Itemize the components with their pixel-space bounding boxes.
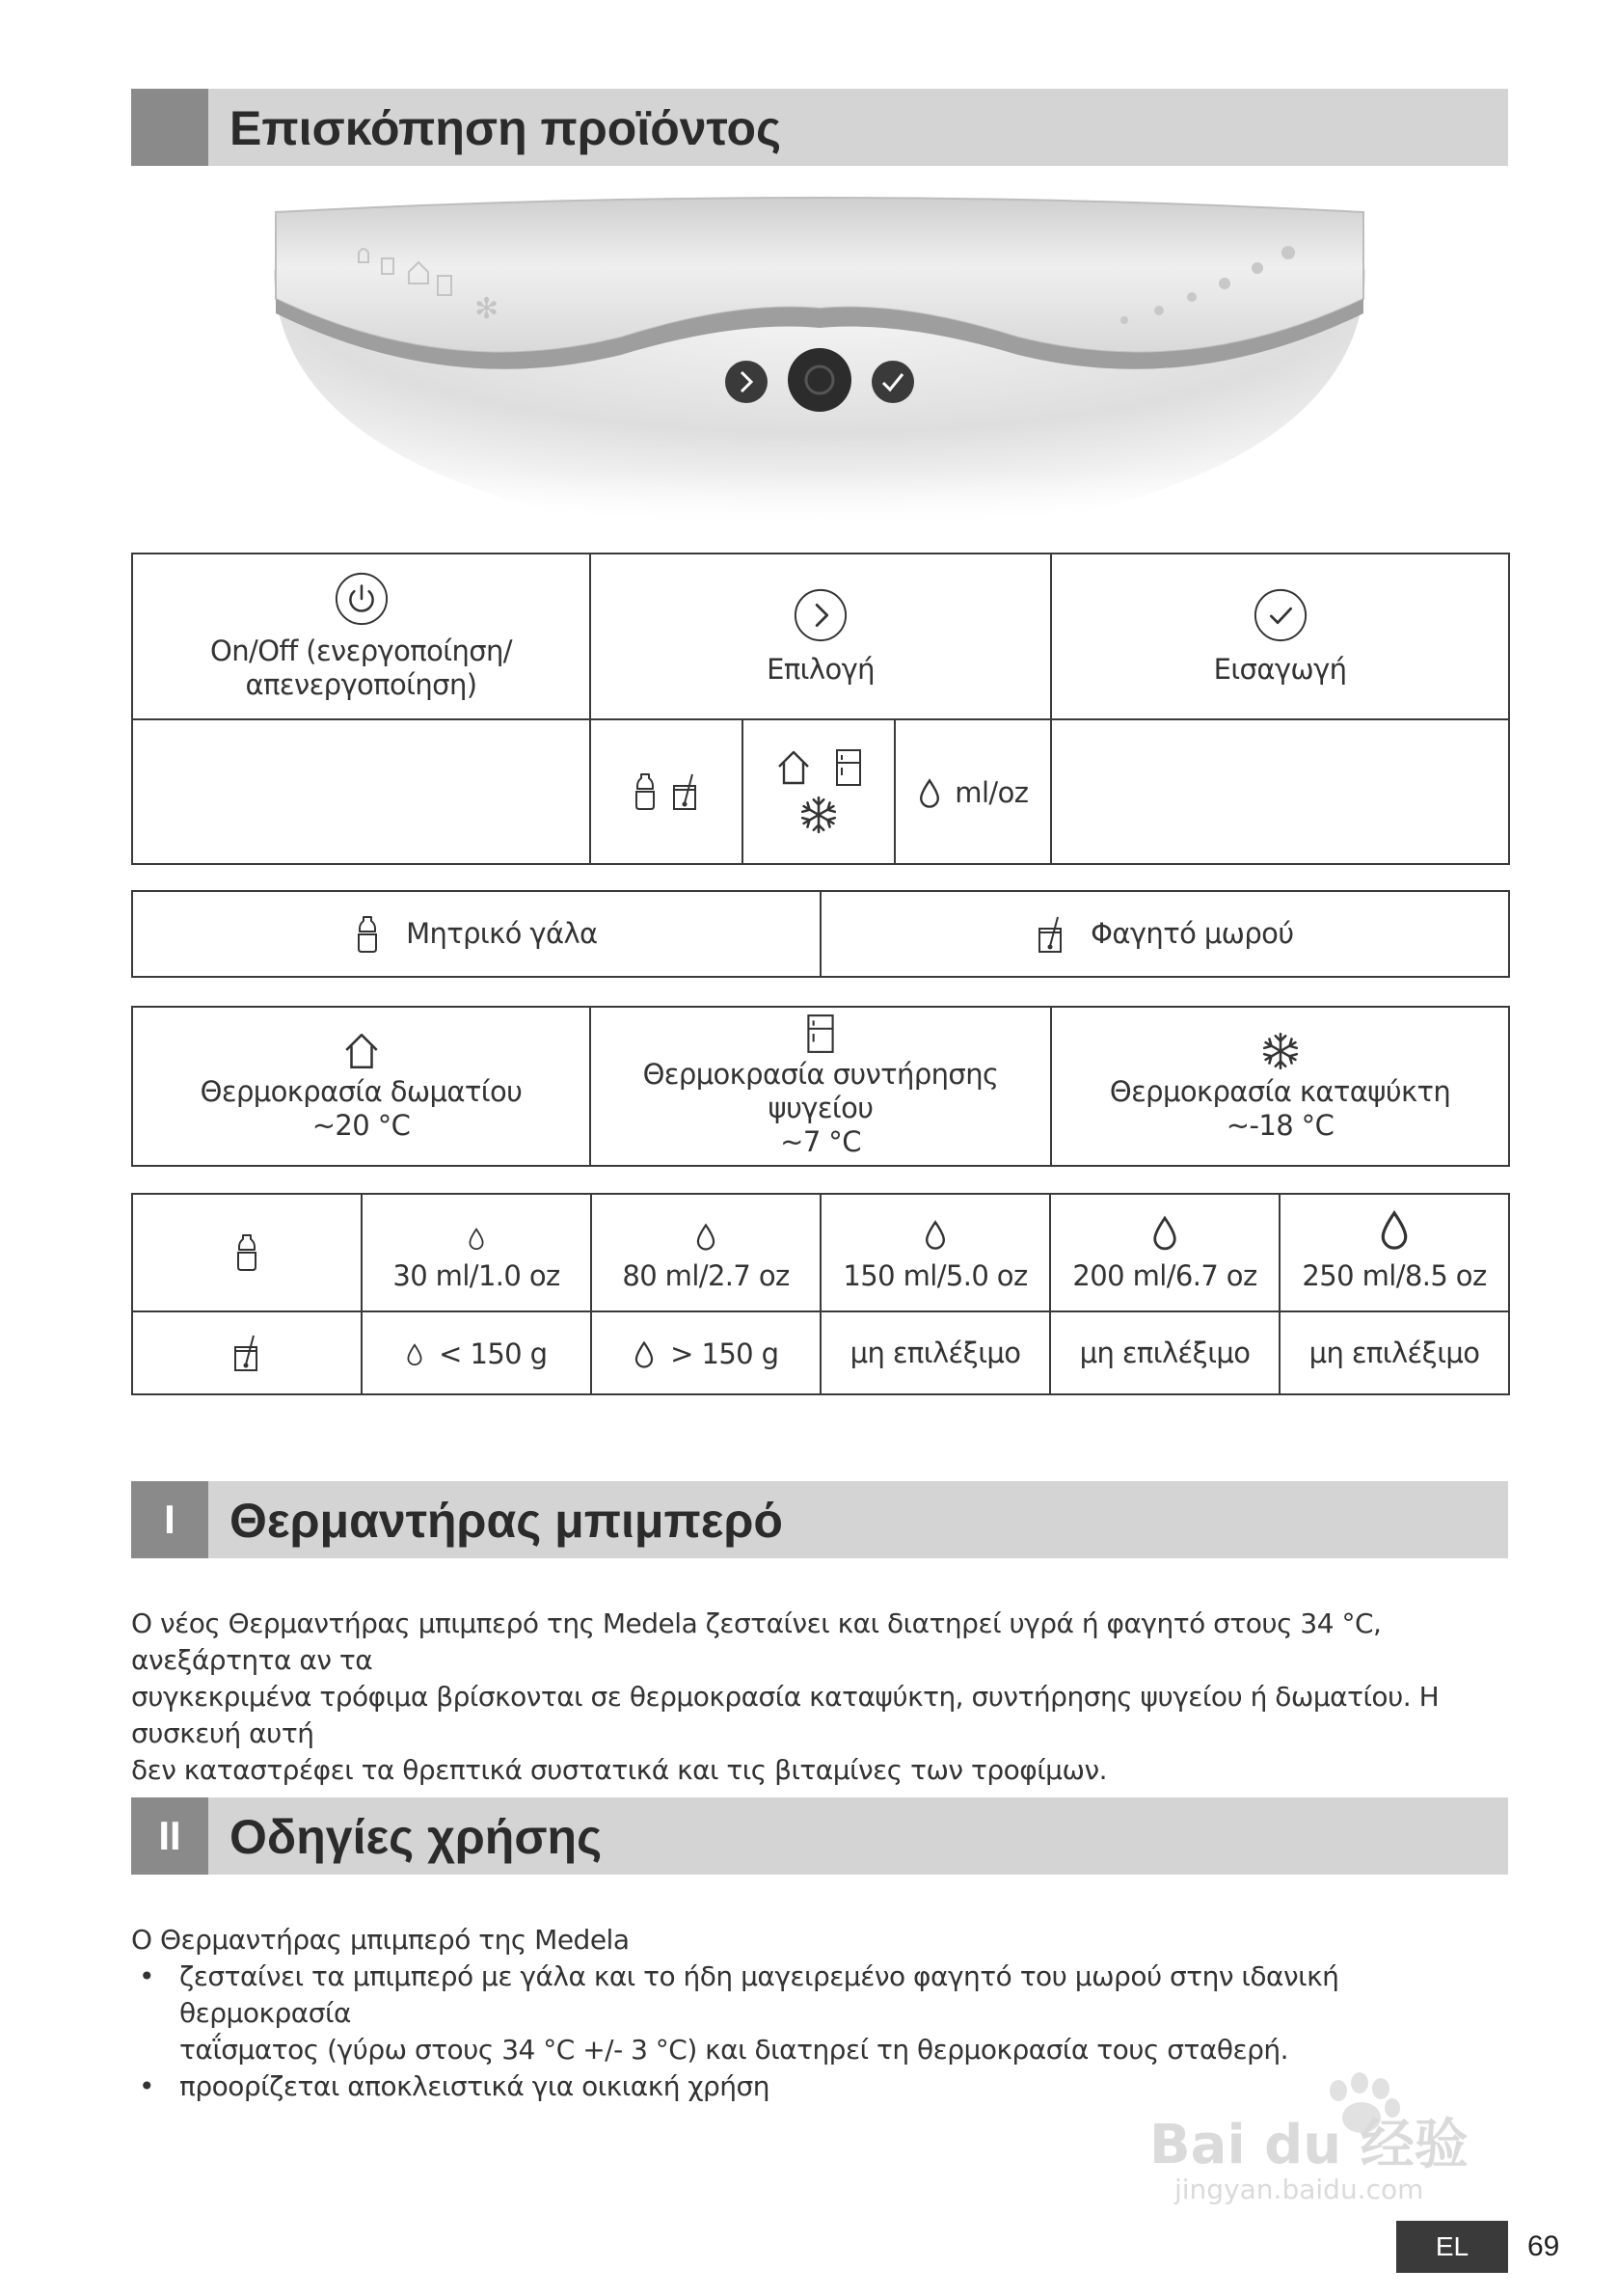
volume-label: 250 ml/8.5 oz [1302,1258,1487,1292]
food-amount-cell [821,1311,1050,1394]
select-cell [590,554,1051,719]
house-icon [774,748,813,787]
breast-milk-cell [132,891,821,977]
volume-cell [1280,1194,1509,1311]
food-amount-label: > 150 g [670,1337,779,1371]
select-label: Επιλογή [767,652,875,686]
not-selectable-label: μη επιλέξιμο [1079,1337,1251,1370]
food-row-header [132,1311,362,1394]
drop-icon [924,1219,947,1252]
volume-table [131,1193,1510,1395]
check-icon [1253,587,1308,643]
milk-row-header [132,1194,362,1311]
temp-icons-cell [742,719,895,864]
baidu-watermark [1146,2062,1522,2206]
bottle-icon [234,1231,259,1274]
volume-cell [591,1194,821,1311]
language-badge: EL [1396,2221,1508,2273]
room-temp-label: Θερμοκρασία δωματίου [200,1074,523,1108]
volume-cell [821,1194,1050,1311]
list-item [131,1958,1508,2068]
house-icon [341,1031,382,1071]
chevron-right-icon [793,587,849,643]
volume-label: 200 ml/6.7 oz [1072,1258,1257,1292]
drop-icon [1151,1215,1178,1252]
controls-table [131,553,1510,865]
baby-food-label: Φαγητό μωρού [1091,917,1294,951]
food-amount-cell [1280,1311,1509,1394]
onoff-label-line2: απενεργοποίηση) [245,668,477,701]
not-selectable-label: μη επιλέξιμο [1308,1337,1480,1370]
drop-icon [695,1223,716,1252]
food-amount-cell [591,1311,821,1394]
watermark-brand: Bai du 经验 [1149,2114,1469,2176]
bullet-2: • προορίζεται αποκλειστικά για οικιακή χρήση [179,2070,770,2102]
snowflake-icon [798,795,839,835]
drop-icon [406,1342,423,1367]
section-2-title: Οδηγίες χρήσης [229,1810,603,1864]
section-1-title: Θερμαντήρας μπιμπερό [229,1494,783,1548]
overview-header-tab [131,89,208,166]
bullet-1-line-1: • ζεσταίνει τα μπιμπερό με γάλα και το ήδη μαγειρεμένο φαγητό του μωρού στην ιδανική θερμοκρασία [179,1960,1339,2029]
enter-label: Εισαγωγή [1213,652,1347,686]
volume-label: 80 ml/2.7 oz [622,1258,790,1292]
paragraph-line: δεν καταστρέφει τα θρεπτικά συστατικά και τις βιταμίνες των τροφίμων. [131,1754,1107,1786]
drop-icon [634,1340,655,1369]
volume-unit-cell [895,719,1051,864]
volume-cell [1050,1194,1280,1311]
overview-header [131,89,1508,166]
volume-cell [362,1194,591,1311]
food-amount-cell [1050,1311,1280,1394]
onoff-label-line1: On/Off (ενεργοποίηση/ [210,635,512,668]
section-1-paragraph [131,1606,1508,1789]
section-1-number: I [131,1481,208,1558]
bullet-1-line-2: ταΐσματος (γύρω στους 34 °C +/- 3 °C) και διατηρεί τη θερμοκρασία τους σταθερή. [179,2034,1289,2066]
breast-milk-label: Μητρικό γάλα [406,917,598,951]
bottle-icon [355,914,380,955]
usage-intro: Ο Θερμαντήρας μπιμπερό της Medela [131,1924,630,1956]
freezer-temp-cell [1051,1007,1509,1166]
section-2-header [131,1797,1508,1875]
paragraph-line: Ο νέος Θερμαντήρας μπιμπερό της Medela ζεσταίνει και διατηρεί υγρά ή φαγητό στους 34 °C, ανεξάρτητα αν τα [131,1607,1382,1676]
empty-cell-right [1051,719,1509,864]
ml-oz-label: ml/oz [955,776,1029,810]
food-amount-cell [362,1311,591,1394]
empty-cell-left [132,719,590,864]
baby-food-jar-icon [232,1332,261,1374]
product-image [131,193,1508,552]
fridge-temp-cell [590,1007,1051,1166]
page-number: 69 [1527,2230,1560,2262]
baby-food-cell [821,891,1509,977]
onoff-cell [132,554,590,719]
volume-label: 30 ml/1.0 oz [392,1258,560,1292]
freezer-temp-value: ~-18 °C [1226,1108,1335,1142]
watermark-url: jingyan.baidu.com [1174,2174,1424,2205]
room-temp-value: ~20 °C [311,1108,411,1142]
section-1-header [131,1481,1508,1558]
drop-icon [468,1227,485,1252]
fridge-icon [834,748,863,787]
enter-cell [1051,554,1509,719]
room-temp-cell [132,1007,590,1166]
power-icon [334,571,390,627]
snowflake-icon [1260,1031,1301,1071]
baby-food-jar-icon [1037,914,1065,955]
drop-icon [918,777,941,810]
paragraph-line: συγκεκριμένα τρόφιμα βρίσκονται σε θερμοκρασία καταψύκτη, συντήρησης ψυγείου ή δωματίου. Η συσκευή αυτή [131,1681,1440,1749]
fridge-temp-value: ~7 °C [780,1124,861,1158]
food-type-table [131,890,1510,978]
drop-icon [1379,1209,1410,1252]
baby-food-jar-icon [671,770,700,813]
fridge-icon [805,1013,836,1054]
freezer-temp-label: Θερμοκρασία καταψύκτη [1109,1074,1451,1108]
type-icons-cell [590,719,742,864]
volume-label: 150 ml/5.0 oz [843,1258,1028,1292]
svg-text:✻: ✻ [474,292,499,326]
fridge-temp-label: Θερμοκρασία συντήρησης ψυγείου [642,1058,999,1125]
temperature-table [131,1006,1510,1167]
food-amount-label: < 150 g [439,1337,548,1371]
section-2-number: II [131,1797,208,1875]
overview-title: Επισκόπηση προϊόντος [229,101,782,155]
not-selectable-label: μη επιλέξιμο [849,1337,1021,1370]
bottle-icon [633,770,658,813]
